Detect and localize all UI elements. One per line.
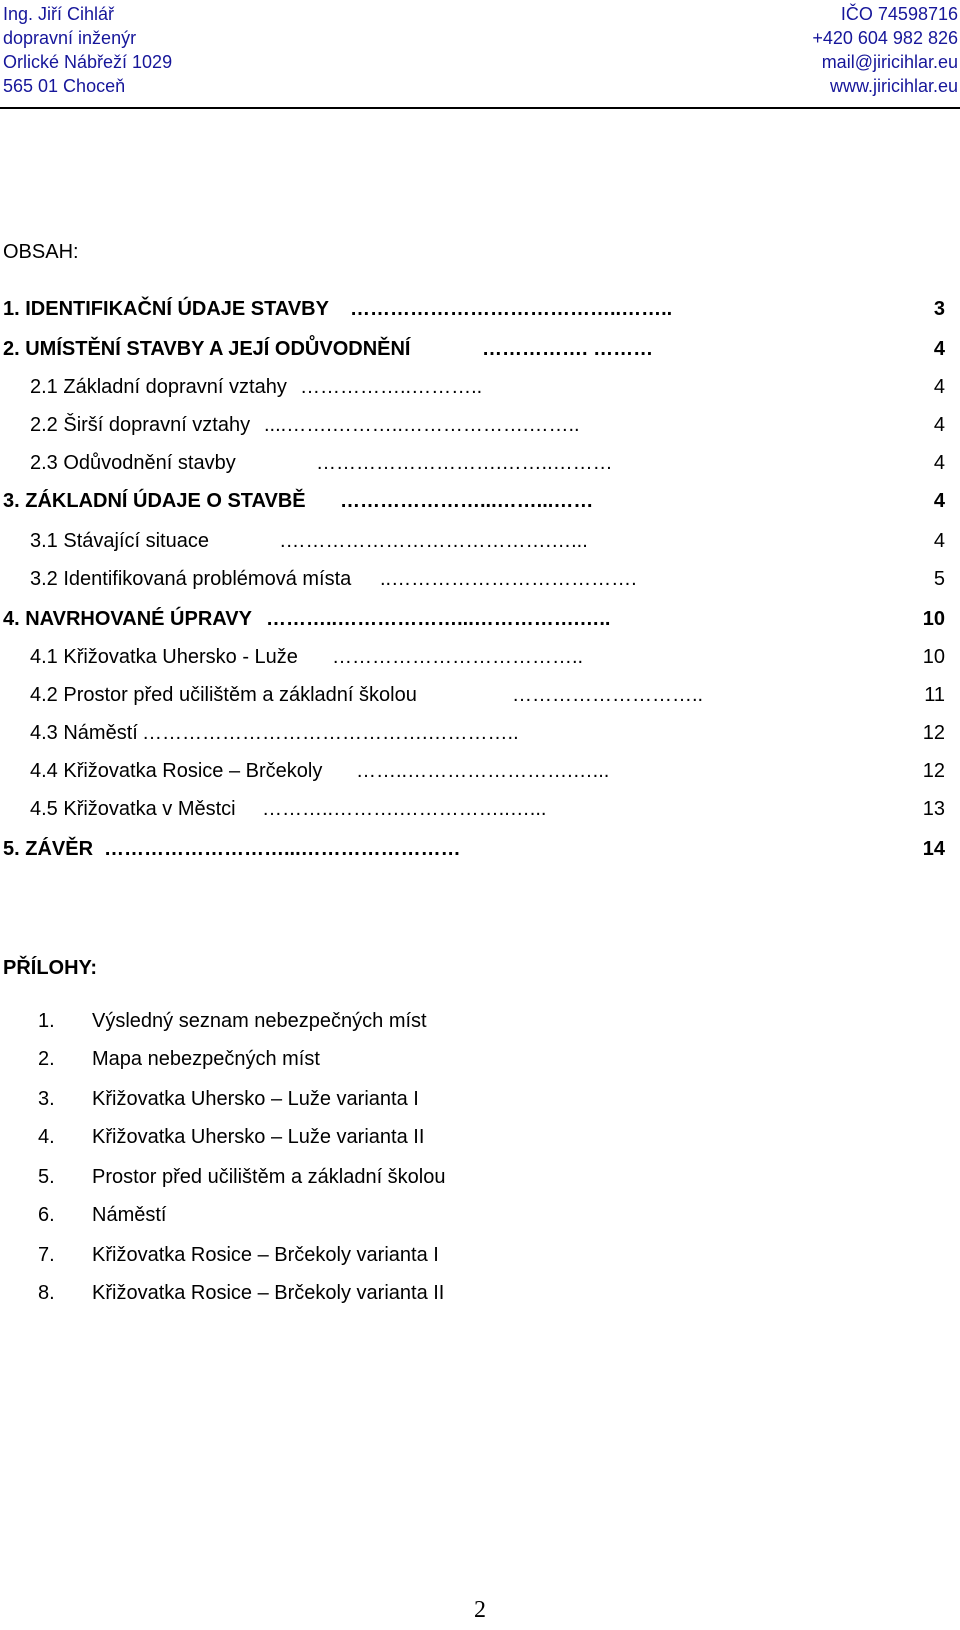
toc-label: 4.3 Náměstí (30, 722, 138, 744)
toc-label: 5. ZÁVĚR (3, 838, 94, 860)
toc-entry-3 (0, 486, 960, 516)
toc-entry-4-4 (0, 756, 960, 786)
toc-leader: .………………………………….…... (280, 530, 588, 552)
toc-leader: ………………………...…………………… (104, 838, 461, 860)
toc-label: 4.2 Prostor před učilištěm a základní školou (30, 684, 417, 706)
author-city: 565 01 Choceň (3, 76, 126, 96)
attachments-heading: PŘÍLOHY: (3, 957, 98, 979)
toc-label: 4.4 Křižovatka Rosice – Brčekoly (30, 760, 323, 782)
email-address[interactable]: mail@jiricihlar.eu (821, 52, 958, 72)
attachment-number: 4. (38, 1126, 55, 1148)
toc-entry-3-2 (0, 564, 960, 594)
toc-page: 4 (933, 414, 945, 436)
toc-page: 11 (924, 684, 945, 706)
toc-label: 3.2 Identifikovaná problémová místa (30, 568, 352, 590)
toc-entry-1 (0, 294, 960, 324)
toc-page: 4 (933, 490, 945, 512)
toc-leader: ……………………….. (512, 684, 704, 706)
toc-page: 4 (933, 452, 945, 474)
toc-entry-2-2 (0, 410, 960, 440)
attachment-number: 1. (38, 1010, 55, 1032)
toc-page: 13 (922, 798, 945, 820)
toc-label: 1. IDENTIFIKAČNÍ ÚDAJE STAVBY (3, 298, 329, 320)
toc-leader: …………………...……...…… (340, 490, 594, 512)
toc-page: 3 (933, 298, 945, 320)
toc-leader: …………………………………..…….. (350, 298, 673, 320)
toc-entry-4 (0, 604, 960, 634)
toc-page: 4 (933, 338, 945, 360)
toc-leader: ……………. ……… (482, 338, 654, 360)
attachment-title: Výsledný seznam nebezpečných míst (92, 1010, 427, 1032)
toc-label: 3.1 Stávající situace (30, 530, 209, 552)
toc-page: 12 (922, 722, 945, 744)
toc-entry-2 (0, 334, 960, 364)
toc-leader: ……………………………….. (332, 646, 584, 668)
toc-label: 2.3 Odůvodnění stavby (30, 452, 236, 474)
header-divider (0, 107, 960, 109)
toc-entry-2-1 (0, 372, 960, 402)
attachment-title: Křižovatka Uhersko – Luže varianta I (92, 1088, 419, 1110)
company-id: IČO 74598716 (840, 4, 958, 24)
letterhead (0, 0, 960, 108)
attachment-number: 7. (38, 1244, 55, 1266)
toc-page: 5 (933, 568, 945, 590)
author-title: dopravní inženýr (3, 28, 137, 48)
toc-label: 2.2 Širší dopravní vztahy (30, 414, 251, 436)
contents-heading: OBSAH: (3, 241, 79, 263)
toc-leader: ……………………….……..……… (316, 452, 613, 474)
page-number: 2 (474, 1597, 486, 1623)
toc-entry-4-5 (0, 794, 960, 824)
attachment-number: 5. (38, 1166, 55, 1188)
toc-page: 10 (922, 646, 945, 668)
toc-entry-4-3 (0, 718, 960, 748)
attachment-title: Prostor před učilištěm a základní školou (92, 1166, 446, 1188)
toc-entry-4-2 (0, 680, 960, 710)
author-name: Ing. Jiří Cihlář (3, 4, 115, 24)
toc-page: 10 (922, 608, 945, 630)
toc-page: 12 (922, 760, 945, 782)
attachment-number: 8. (38, 1282, 55, 1304)
toc-leader: ………..………………...…………….….. (266, 608, 611, 630)
toc-leader: ....…….………..……………….…….. (264, 414, 580, 436)
toc-page: 4 (933, 530, 945, 552)
attachment-title: Mapa nebezpečných míst (92, 1048, 320, 1070)
toc-label: 3. ZÁKLADNÍ ÚDAJE O STAVBĚ (3, 490, 306, 512)
toc-leader: ……..…………………….…... (356, 760, 610, 782)
toc-leader: ………..……….……………..…... (262, 798, 547, 820)
website-link[interactable]: www.jiricihlar.eu (829, 76, 958, 96)
toc-leader: …………………………………….………….. (142, 722, 519, 744)
author-street: Orlické Nábřeží 1029 (3, 52, 173, 72)
attachment-number: 3. (38, 1088, 55, 1110)
toc-label: 2. UMÍSTĚNÍ STAVBY A JEJÍ ODŮVODNĚNÍ (3, 338, 411, 360)
phone-number: +420 604 982 826 (812, 28, 958, 48)
toc-label: 2.1 Základní dopravní vztahy (30, 376, 287, 398)
attachment-number: 6. (38, 1204, 55, 1226)
toc-entry-3-1 (0, 526, 960, 556)
toc-entry-5 (0, 834, 960, 864)
attachment-title: Náměstí (92, 1204, 167, 1226)
attachment-number: 2. (38, 1048, 55, 1070)
attachment-title: Křižovatka Rosice – Brčekoly varianta I (92, 1244, 439, 1266)
toc-page: 4 (933, 376, 945, 398)
toc-entry-2-3 (0, 448, 960, 478)
toc-label: 4. NAVRHOVANÉ ÚPRAVY (3, 608, 252, 630)
toc-leader: ..………………………………. (380, 568, 637, 590)
toc-label: 4.5 Křižovatka v Městci (30, 798, 236, 820)
toc-label: 4.1 Křižovatka Uhersko - Luže (30, 646, 298, 668)
toc-leader: ……………..……….. (300, 376, 483, 398)
attachment-title: Křižovatka Uhersko – Luže varianta II (92, 1126, 425, 1148)
attachment-title: Křižovatka Rosice – Brčekoly varianta II (92, 1282, 445, 1304)
toc-page: 14 (922, 838, 945, 860)
toc-entry-4-1 (0, 642, 960, 672)
